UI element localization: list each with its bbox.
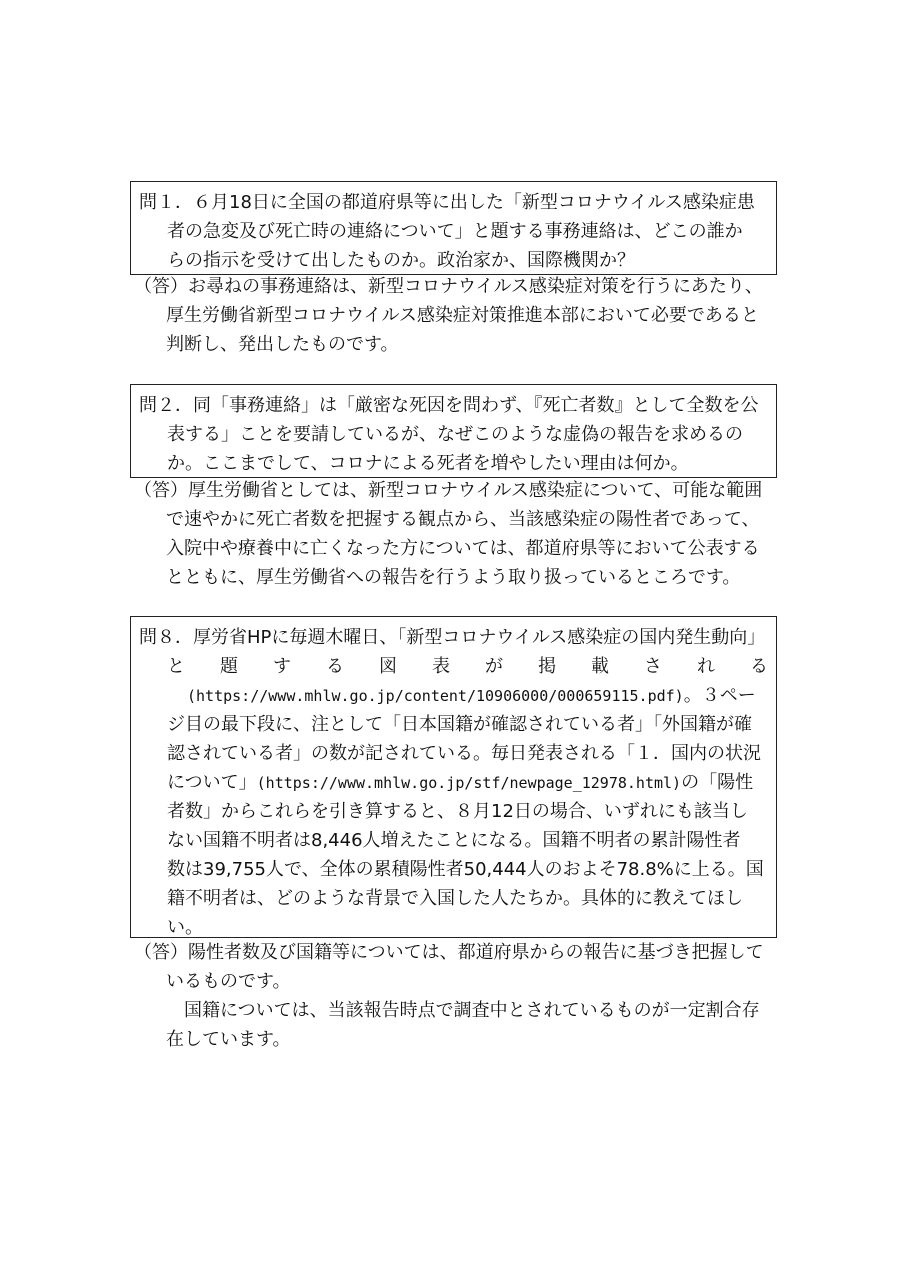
- question-8-line-9: 数は39,755人で、全体の累積陽性者50,444人のおよそ78.8%に上る。国: [167, 859, 764, 880]
- answer-2-line-2: で速やかに死亡者数を把握する観点から、当該感染症の陽性者であって、: [166, 509, 760, 530]
- answer-8-line-3: 国籍については、当該報告時点で調査中とされているものが一定割合存: [184, 1000, 760, 1021]
- question-8-line-6-pre: について」: [167, 772, 257, 793]
- question-2-box: [130, 384, 777, 478]
- answer-1-line-2: 厚生労働省新型コロナウイルス感染症対策推進本部において必要であると: [166, 305, 759, 326]
- answer-2-line-1: （答）厚生労働省としては、新型コロナウイルス感染症について、可能な範囲: [134, 480, 763, 501]
- question-8-line-6-post: の「陽性: [681, 772, 754, 793]
- question-8-line-2-char: 載: [591, 656, 609, 677]
- question-8-box: [130, 616, 777, 938]
- question-8-line-2-char: れ: [697, 656, 715, 677]
- answer-1: [134, 272, 784, 359]
- question-1-box: [130, 181, 777, 275]
- question-8-line-2-char: 図: [379, 656, 397, 677]
- newpage-url-text: (https://www.mhlw.go.jp/stf/newpage_12978.html): [256, 774, 682, 792]
- question-8-line-2-char: 掲: [538, 656, 556, 677]
- answer-1-line-3: 判断し、発出したものです。: [166, 334, 399, 355]
- question-8-line-6: [139, 768, 768, 797]
- question-8-line-8: ない国籍不明者は8,446人増えたことになる。国籍不明者の累計陽性者: [167, 830, 741, 851]
- question-8-line-3-rest: 。３ペー: [683, 685, 756, 706]
- question-8-line-2-char: る: [326, 656, 344, 677]
- question-8-line-7: 者数」からこれらを引き算すると、８月12日の場合、いずれにも該当し: [167, 801, 748, 822]
- question-8-line-2-char: 題: [220, 656, 238, 677]
- question-8-line-1: 問８．厚労省HPに毎週木曜日、「新型コロナウイルス感染症の国内発生動向」: [139, 627, 766, 648]
- question-1-line-3: らの指示を受けて出したものか。政治家か、国際機関か？: [167, 250, 635, 271]
- question-1-line-1: 問１．６月18日に全国の都道府県等に出した「新型コロナウイルス感染症患: [139, 192, 755, 213]
- question-1-line-2: 者の急変及び死亡時の連絡について」と題する事務連絡は、どこの誰か: [167, 221, 743, 242]
- answer-2-line-4: とともに、厚生労働省への報告を行うよう取り扱っているところです。: [166, 567, 741, 588]
- question-2-line-1: 問２．同「事務連絡」は「厳密な死因を問わず、『死亡者数』として全数を公: [139, 395, 759, 416]
- question-8-line-10: 籍不明者は、どのような背景で入国した人たちか。具体的に教えてほし: [167, 888, 743, 909]
- answer-8-line-4: 在しています。: [166, 1029, 291, 1050]
- question-8-line-5: 認されている者」の数が記されている。毎日発表される「１．国内の状況: [167, 743, 761, 764]
- question-8-line-4: ジ目の最下段に、注として「日本国籍が確認されている者」「外国籍が確: [167, 714, 752, 735]
- answer-8: [134, 938, 784, 1054]
- question-8-line-2-char: 表: [432, 656, 450, 677]
- question-8-line-11: い。: [167, 917, 203, 938]
- pdf-url-text: (https://www.mhlw.go.jp/content/10906000/000659115.pdf): [187, 687, 684, 705]
- question-8-line-2-char: が: [485, 656, 503, 677]
- question-2-line-2: 表する」ことを要請しているが、なぜこのような虚偽の報告を求めるの: [167, 424, 743, 445]
- question-8-line-2-char: と: [167, 656, 185, 677]
- question-8-line-2-char: さ: [644, 656, 662, 677]
- answer-2: [134, 476, 784, 592]
- answer-1-line-1: （答）お尋ねの事務連絡は、新型コロナウイルス感染症対策を行うにあたり、: [134, 276, 763, 297]
- answer-2-line-3: 入院中や療養中に亡くなった方については、都道府県等において公表する: [166, 538, 760, 559]
- question-8-line-2: [139, 652, 768, 681]
- answer-8-line-1: （答）陽性者数及び国籍等については、都道府県からの報告に基づき把握して: [134, 942, 764, 963]
- question-8-line-3: [139, 681, 768, 710]
- question-2-line-3: か。ここまでして、コロナによる死者を増やしたい理由は何か。: [167, 453, 689, 474]
- answer-8-line-2: いるものです。: [166, 971, 291, 992]
- question-8-line-2-char: す: [273, 656, 291, 677]
- question-8-line-2-char: る: [750, 656, 768, 677]
